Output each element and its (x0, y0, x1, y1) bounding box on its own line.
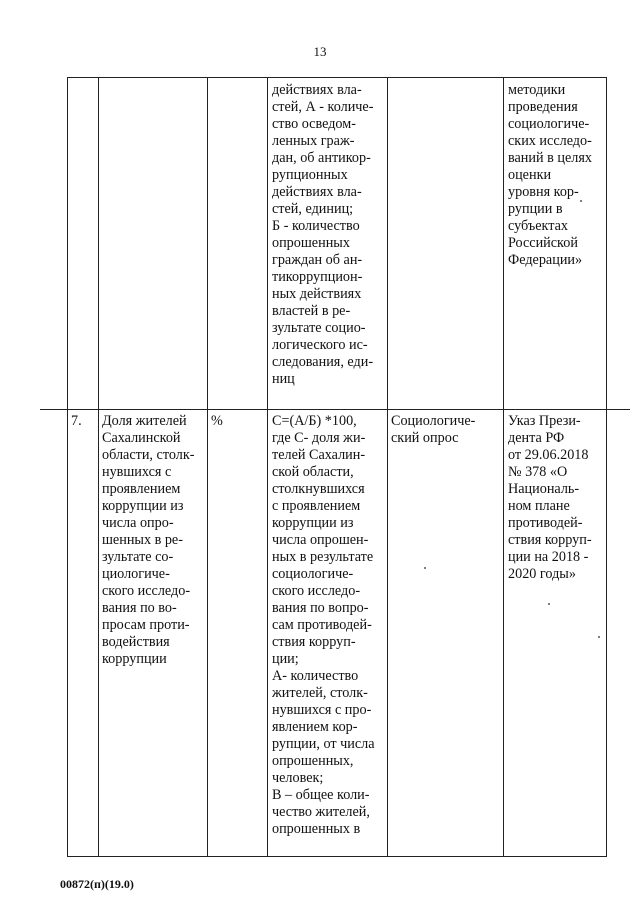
table-border-right (606, 77, 607, 857)
scan-speck (548, 603, 550, 605)
scan-speck (580, 200, 582, 202)
row-number-cell: 7. (71, 413, 82, 429)
page-number: 13 (313, 44, 327, 59)
table-border-left (67, 77, 68, 857)
method-cell: Социологиче- ский опрос (391, 413, 476, 446)
unit-cell: % (211, 413, 223, 429)
source-cell: Указ Прези- дента РФ от 29.06.2018 № 378 «О Националь- ном плане противодей- ствия корруп- ции на 2018 - 2020 годы» (508, 413, 592, 582)
column-divider (387, 77, 388, 857)
row-divider (40, 409, 630, 410)
formula-cell: С=(А/Б) *100, где С- доля жи- телей Сахалин- ской области, столкнувшихся с проявлением коррупции из числа опрошен- ных в результате социологиче- ского исследо- вания по вопро- сам противодей- ствия корруп- ции; А- количество жителей, столк- нувшихся с про- явлением кор- рупции, от числа опрошенных, человек; В – общее коли- чество жителей, опрошенных в (272, 413, 375, 837)
continuation-source-cell: методики проведения социологиче- ских исследо- ваний в целях оценки уровня кор- рупции в субъектах Российской Федерации» (508, 82, 592, 268)
footer-code: 00872(п)(19.0) (60, 877, 134, 891)
column-divider (503, 77, 504, 857)
table-border-top (67, 77, 607, 78)
scan-speck (424, 567, 426, 569)
continuation-formula-cell: действиях вла- стей, А - количе- ство осведом- ленных граж- дан, об антикор- рупционных действиях вла- стей, единиц; Б - количество опрошенных граждан об ан- тикоррупцион- ных действиях властей в ре- зультате социо- логического ис- следования, еди- ниц (272, 82, 374, 387)
column-divider (98, 77, 99, 857)
column-divider (207, 77, 208, 857)
indicator-name-cell: Доля жителей Сахалинской области, столк- нувшихся с проявлением коррупции из числа опро- шенных в ре- зультате со- циологиче- ского исследо- вания по во- просам проти- водействия коррупции (102, 413, 195, 667)
scan-speck (598, 636, 600, 638)
column-divider (267, 77, 268, 857)
table-border-bottom (67, 856, 607, 857)
